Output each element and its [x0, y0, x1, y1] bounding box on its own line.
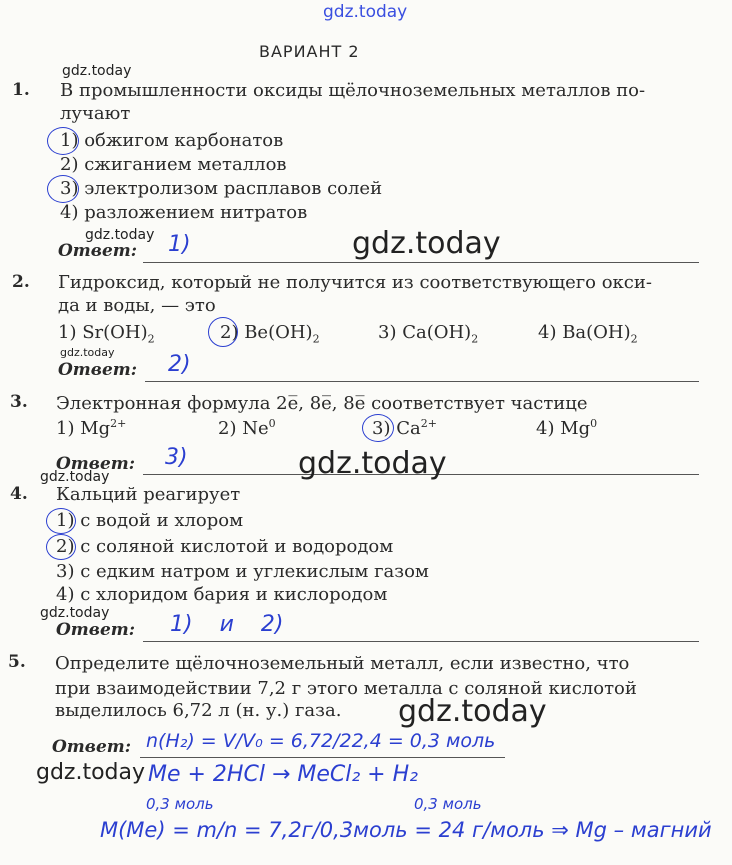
watermark: gdz.today [323, 2, 408, 22]
option: 1) обжигом карбонатов [60, 130, 284, 151]
watermark: gdz.today [40, 469, 110, 485]
question-number: 3. [10, 392, 28, 412]
question-number: 4. [10, 484, 28, 504]
handwritten-answer: 2) [168, 352, 191, 377]
circle-mark [46, 534, 76, 560]
handwritten-answer: 1) и 2) [170, 612, 284, 637]
question-text: Кальций реагирует [56, 484, 241, 505]
option: 4) Ba(OH) [538, 322, 631, 343]
handwritten-answer: 1) [168, 232, 191, 257]
answer-label: Ответ: [56, 454, 136, 474]
question-text: при взаимодействии 7,2 г этого металла с соляной кислотой [55, 678, 637, 699]
answer-label: Ответ: [58, 241, 138, 261]
question-text: Электронная формула 2e̅, 8e̅, 8e̅ соответствует частице [56, 393, 588, 414]
question-text: Определите щёлочноземельный металл, если известно, что [55, 653, 630, 674]
watermark: gdz.today [298, 446, 447, 481]
question-number: 1. [12, 80, 30, 100]
circle-mark [46, 508, 76, 534]
watermark: gdz.today [40, 605, 110, 621]
option: 1) Mg [56, 418, 111, 439]
question-text: Гидроксид, который не получится из соответствующего окси- [58, 272, 652, 293]
option: 3) Ca [372, 418, 421, 439]
question-number: 5. [8, 652, 26, 672]
question-text: В промышленности оксиды щёлочноземельных металлов по- [60, 80, 646, 101]
option: 3) электролизом расплавов солей [60, 178, 383, 199]
circle-mark [362, 414, 394, 442]
watermark: gdz.today [36, 760, 146, 785]
answer-label: Ответ: [56, 620, 136, 640]
question-text: выделилось 6,72 л (н. у.) газа. [55, 700, 342, 721]
option: 4) с хлоридом бария и кислородом [56, 584, 388, 605]
question-number: 2. [12, 272, 30, 292]
handwritten-solution: 0,3 моль [146, 795, 214, 813]
option: 4) разложением нитратов [60, 202, 308, 223]
option: 3) Ca(OH) [378, 322, 472, 343]
watermark: gdz.today [352, 226, 501, 261]
watermark: gdz.today [398, 694, 547, 729]
question-text: лучают [60, 103, 131, 124]
option: 2) с соляной кислотой и водородом [56, 536, 394, 557]
answer-label: Ответ: [58, 360, 138, 380]
handwritten-solution: 0,3 моль [414, 795, 482, 813]
option: 4) Mg [536, 418, 591, 439]
option: 2) Ne [218, 418, 269, 439]
handwritten-answer: 3) [165, 445, 188, 470]
watermark: gdz.today [62, 63, 132, 79]
page-title: ВАРИАНТ 2 [259, 42, 360, 61]
option: 1) с водой и хлором [56, 510, 244, 531]
option: 3) с едким натром и углекислым газом [56, 561, 429, 582]
answer-label: Ответ: [52, 737, 132, 757]
question-text: да и воды, — это [58, 295, 216, 316]
handwritten-solution: Me + 2HCl → MeCl₂ + H₂ [148, 762, 418, 787]
watermark: gdz.today [85, 227, 155, 243]
option: 2) сжиганием металлов [60, 154, 287, 175]
circle-mark [208, 317, 238, 347]
option: 2) Be(OH) [220, 322, 313, 343]
handwritten-solution: M(Me) = m/n = 7,2г/0,3моль = 24 г/моль ⇒ Mg – магний [100, 818, 712, 842]
option: 1) Sr(OH) [58, 322, 148, 343]
circle-mark [47, 127, 79, 155]
circle-mark [47, 175, 79, 203]
handwritten-solution: n(H₂) = V/V₀ = 6,72/22,4 = 0,3 моль [146, 730, 496, 752]
watermark: gdz.today [60, 346, 115, 359]
